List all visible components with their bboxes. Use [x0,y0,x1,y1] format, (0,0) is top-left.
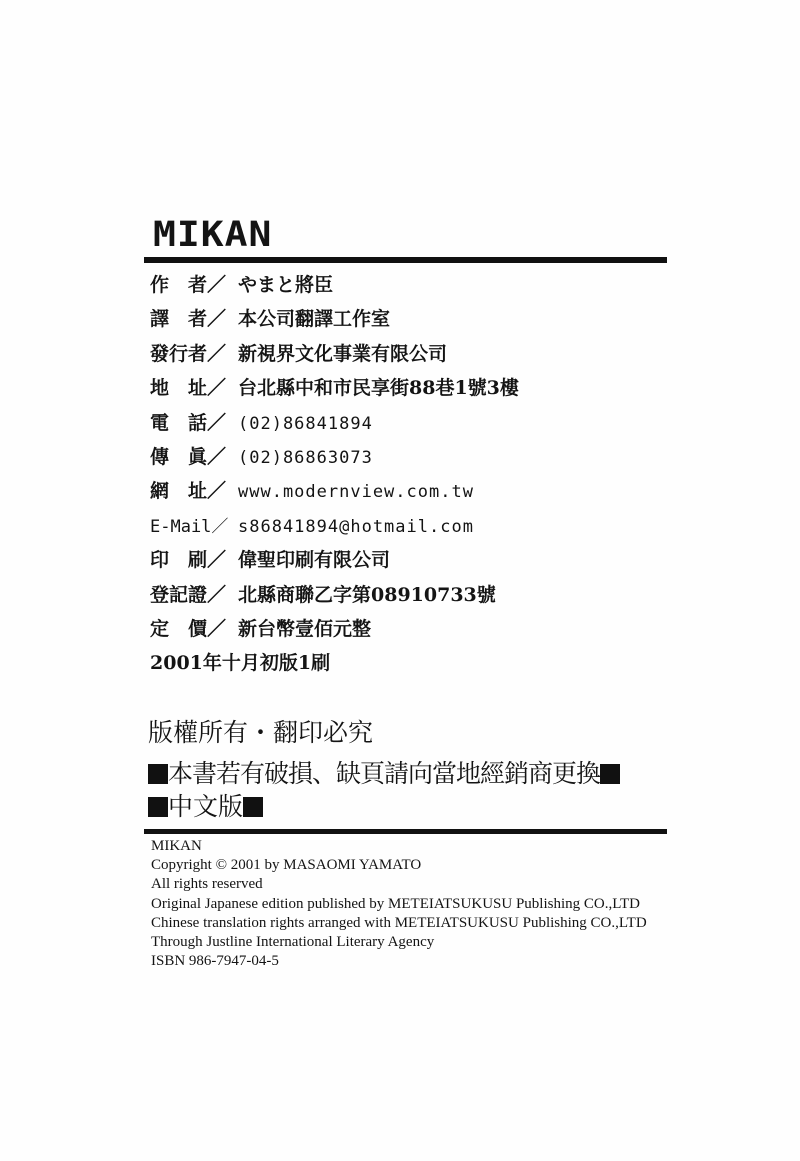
credit-label: 印 刷／ [150,549,227,572]
square-bullet-icon [243,797,263,817]
rights-notice: 版權所有・翻印必究 [148,718,374,747]
credits-block [150,268,670,681]
square-bullet-icon [148,764,168,784]
english-copyright-block [151,837,671,971]
credit-value: s86841894@hotmail.com [238,516,474,537]
bottom-rule [144,829,667,834]
square-bullet-icon [600,764,620,784]
credit-phone [150,406,670,440]
english-line: Copyright © 2001 by MASAOMI YAMATO [151,857,422,874]
book-title: MIKAN [153,213,273,255]
defect-notice-text: 本書若有破損、缺頁請向當地經銷商更換 [168,759,601,788]
defect-notice [148,757,673,791]
credit-value: 台北縣中和市民享街88巷1號3樓 [238,377,519,400]
credit-author [150,268,670,302]
top-rule [144,257,667,263]
credit-email [150,509,670,543]
credit-label: 地 址／ [150,377,227,400]
credit-address [150,371,670,405]
credit-value: 新台幣壹佰元整 [238,617,372,640]
credit-fax [150,440,670,474]
credit-value: やまと將臣 [238,274,334,296]
english-line: Through Justline International Literary Agency [151,934,435,951]
credit-label: 發行者／ [150,342,227,365]
credit-label: 譯 者／ [150,308,227,331]
credit-label: 作 者／ [150,274,227,296]
credit-value: 偉聖印刷有限公司 [238,549,391,572]
credit-edition-date [150,646,670,680]
credit-label: 網 址／ [150,480,227,503]
english-line: ISBN 986-7947-04-5 [151,953,279,970]
edition-notice-text: 中文版 [168,792,244,821]
english-line: Chinese translation rights arranged with METEIATSUKUSU Publishing CO.,LTD [151,914,647,931]
credit-price [150,612,670,646]
credit-value: (02)86841894 [238,413,373,434]
credit-value: (02)86863073 [238,447,373,468]
credit-registration [150,578,670,612]
credit-label: 電 話／ [150,411,227,434]
credit-website [150,474,670,508]
credit-value: 北縣商聯乙字第08910733號 [238,583,496,606]
credit-value: 本公司翻譯工作室 [238,308,391,331]
english-line: MIKAN [151,838,202,854]
edition-notice [148,790,673,824]
credit-translator [150,302,670,336]
credit-publisher [150,337,670,371]
square-bullet-icon [148,797,168,817]
credit-value: 新視界文化事業有限公司 [238,342,448,365]
english-line: All rights reserved [151,876,263,893]
credit-label: 定 價／ [150,617,227,640]
credit-value: www.modernview.com.tw [238,482,474,503]
credit-label: E-Mail／ [150,516,229,537]
credit-printer [150,543,670,577]
credit-value: 2001年十月初版1刷 [150,652,331,675]
credit-label: 傳 眞／ [150,445,227,468]
credit-label: 登記證／ [150,583,227,606]
english-line: Original Japanese edition published by METEIATSUKUSU Publishing CO.,LTD [151,895,641,912]
